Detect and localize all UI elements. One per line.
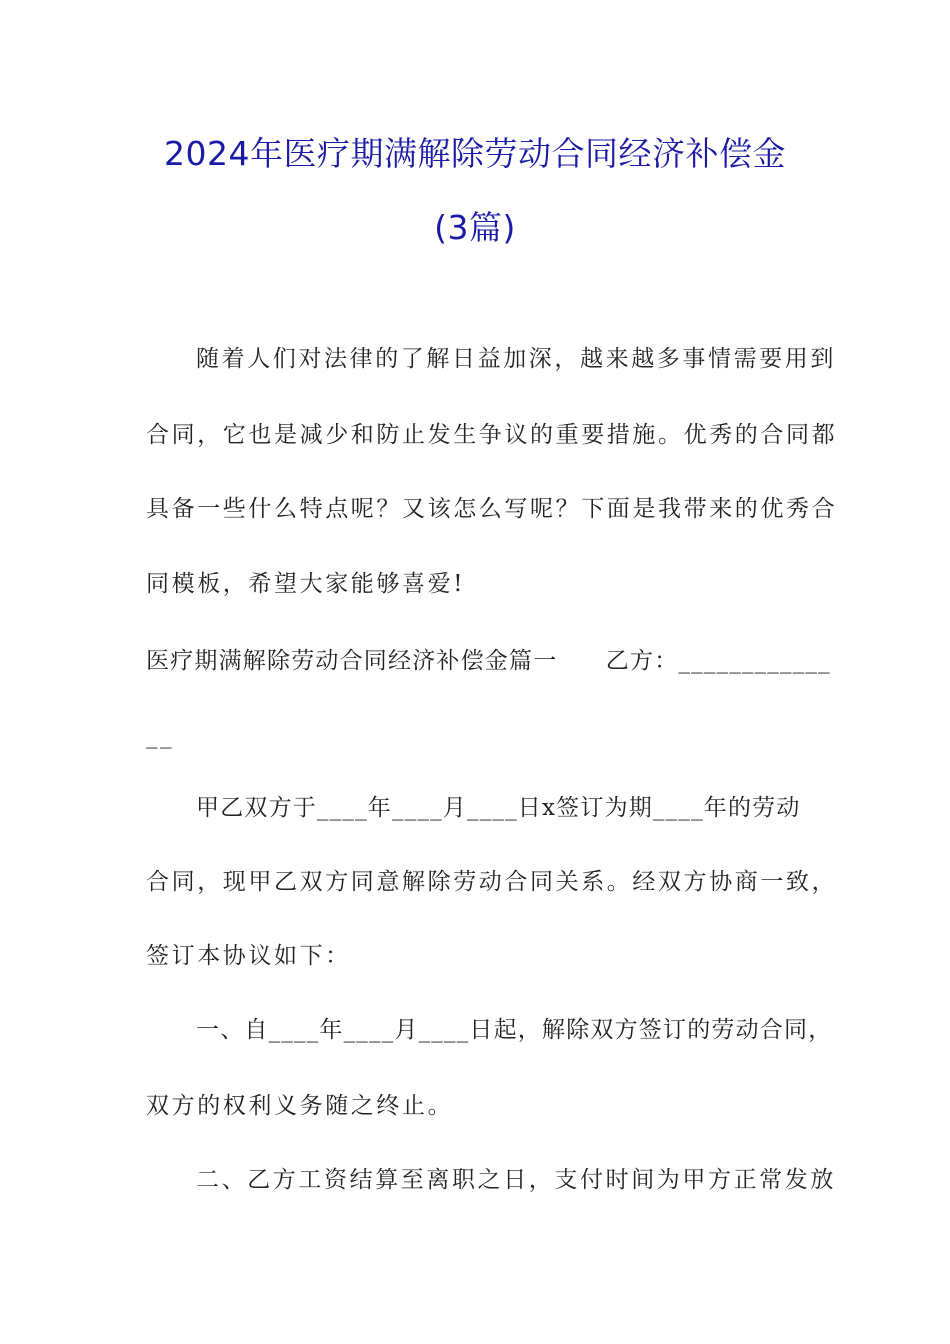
paragraph-line: 同模板，希望大家能够喜爱! xyxy=(146,571,466,597)
paragraph-line: 合同，它也是减少和防止发生争议的重要措施。优秀的合同都 xyxy=(146,422,838,448)
document-title: 2024年医疗期满解除劳动合同经济补偿金 xyxy=(164,134,786,173)
paragraph-line: 二、乙方工资结算至离职之日，支付时间为甲方正常发放 xyxy=(196,1167,836,1193)
paragraph-line: 甲乙双方于____年____月____日x签订为期____年的劳动 xyxy=(196,795,801,821)
paragraph-line: 随着人们对法律的了解日益加深，越来越多事情需要用到 xyxy=(196,346,836,372)
paragraph-line: 一、自____年____月____日起，解除双方签订的劳动合同， xyxy=(196,1017,833,1043)
paragraph-line: 签订本协议如下： xyxy=(146,943,351,969)
paragraph-line: 具备一些什么特点呢？又该怎么写呢？下面是我带来的优秀合 xyxy=(146,496,838,522)
paragraph-line: 合同，现甲乙双方同意解除劳动合同关系。经双方协商一致， xyxy=(146,869,838,895)
section-heading-line: 医疗期满解除劳动合同经济补偿金篇一 乙方：____________ xyxy=(146,648,831,674)
document-title-count: (3篇) xyxy=(434,208,516,247)
paragraph-line: 双方的权利义务随之终止。 xyxy=(146,1093,454,1119)
paragraph-line: __ xyxy=(146,723,175,749)
